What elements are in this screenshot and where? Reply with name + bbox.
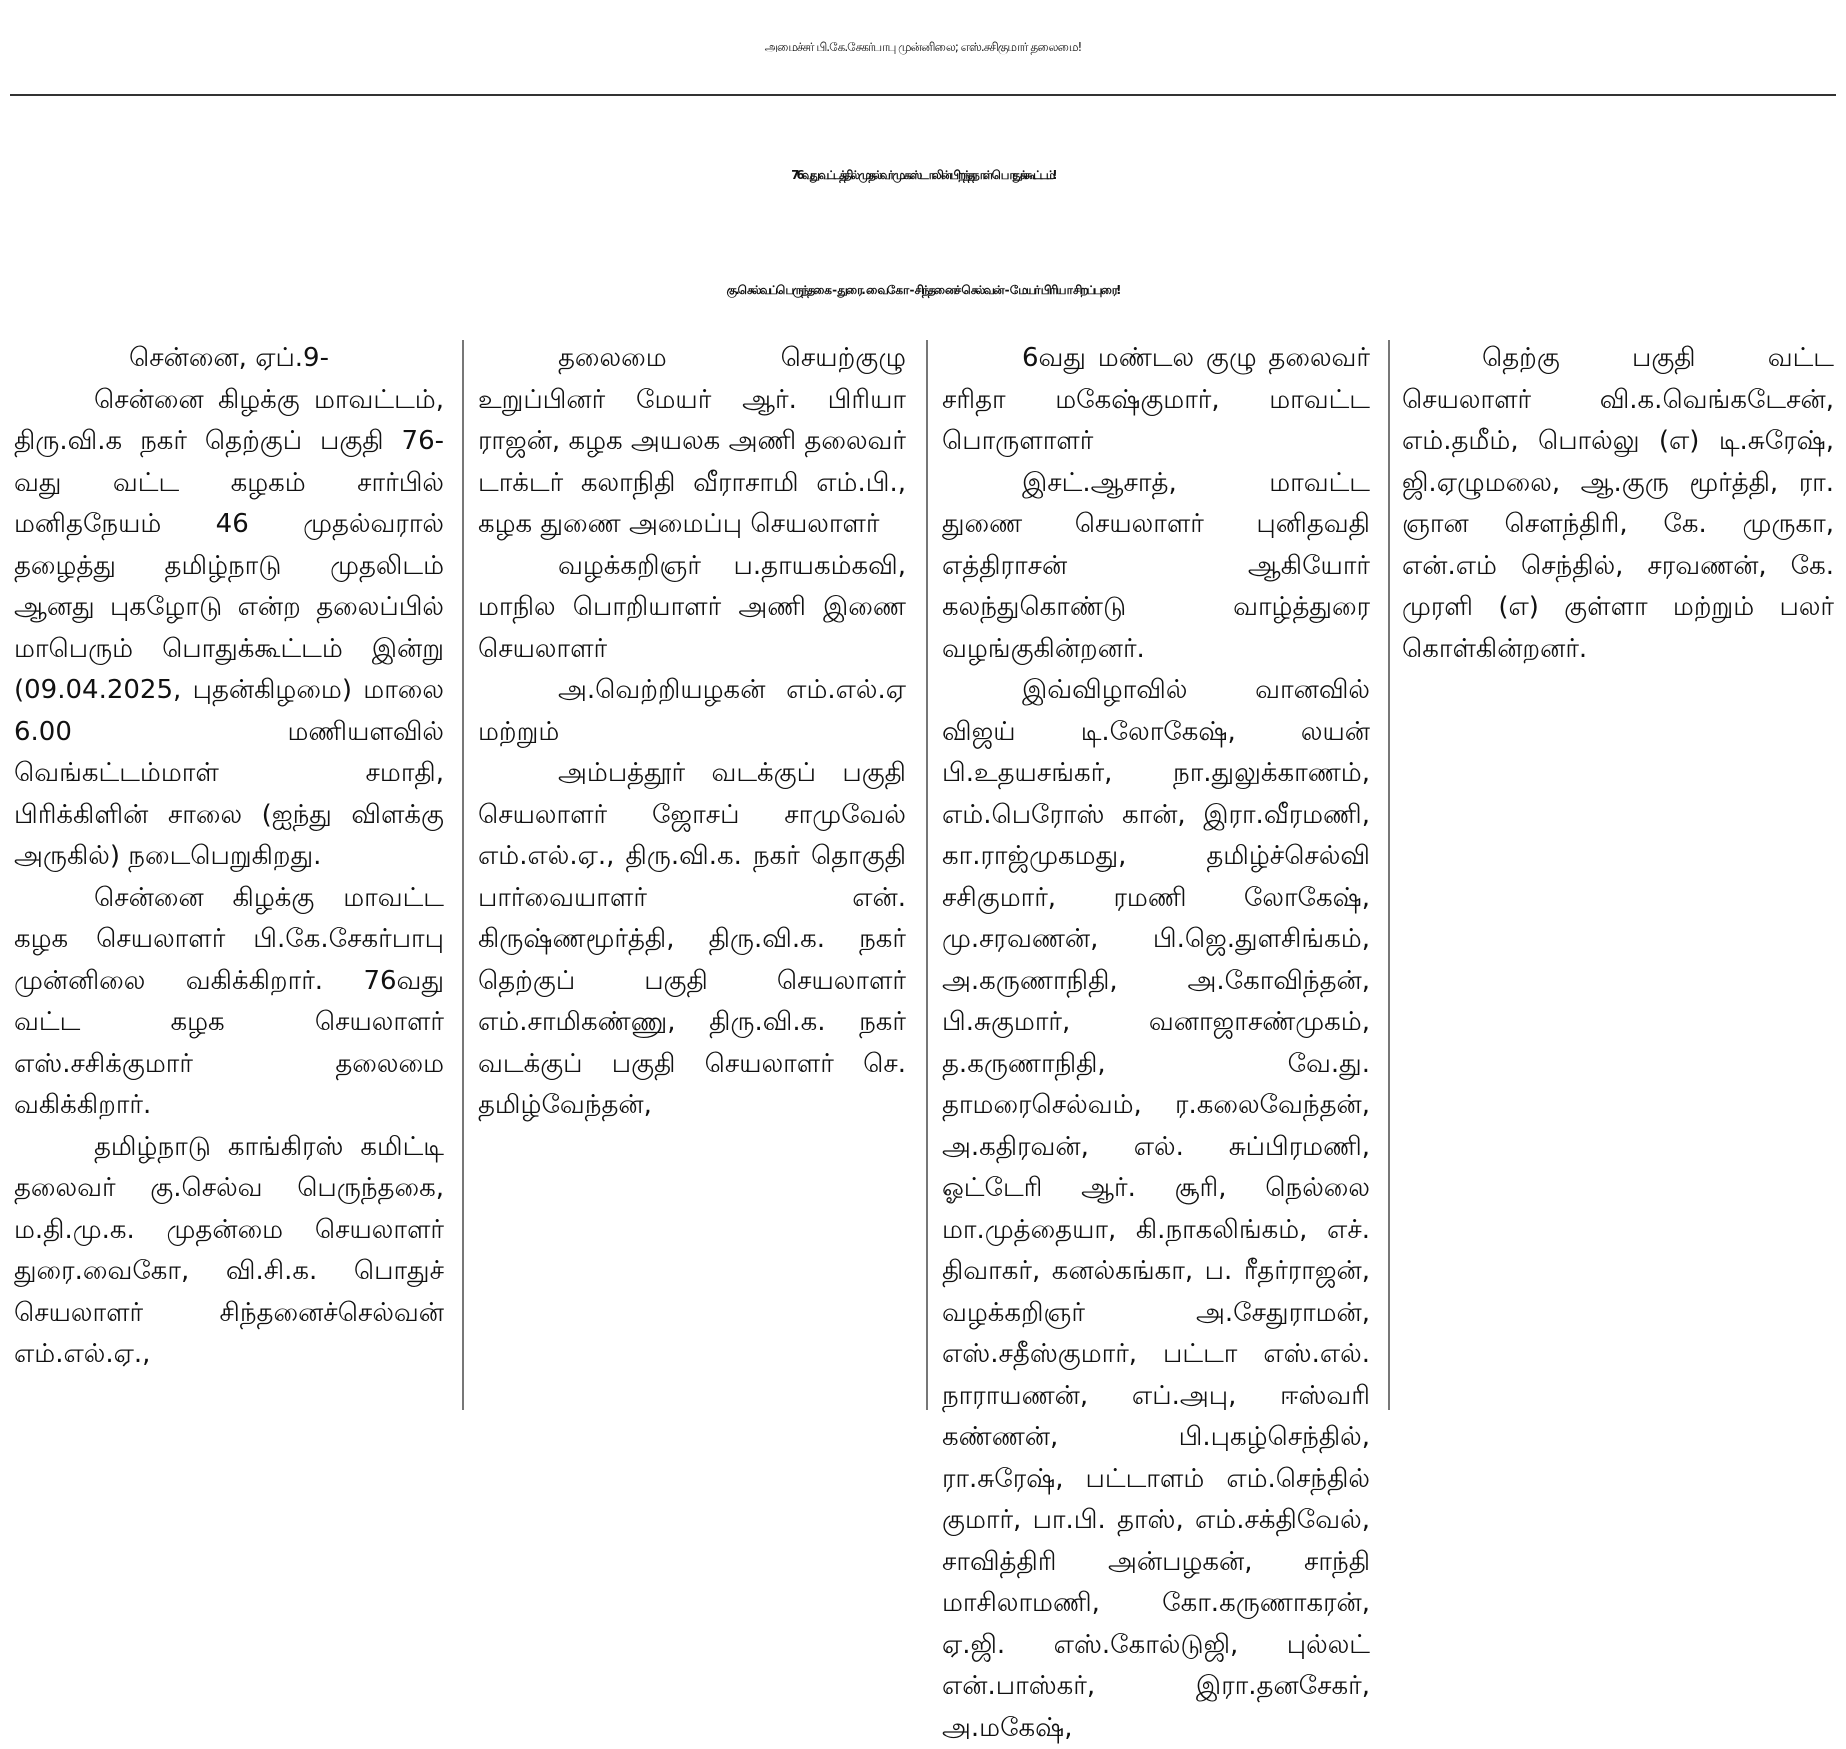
article-paragraph: வழக்கறிஞர் ப.தாயகம்கவி, மாநில பொறியாளர் அணி இணை செயலாளர் [478,550,906,664]
article-paragraph: தெற்கு பகுதி வட்ட செயலாளர் வி.க.வெங்கடேசன், எம்.தமீம், பொல்லு (எ) டி.சுரேஷ், ஜி.ஏழுமலை, ஆ.குரு மூர்த்தி, ரா. ஞான சௌந்திரி, கே. முருகா, என்.எம் செந்தில், சரவணன், கே. முரளி (எ) குள்ளா மற்றும் பலர் கொள்கின்றனர். [1402,343,1834,664]
article-paragraph: இசட்.ஆசாத், மாவட்ட துணை செயலாளர் புனிதவதி எத்திராசன் ஆகியோர் கலந்துகொண்டு வாழ்த்துரை வழங்குகின்றனர். [942,467,1370,664]
column-divider [1388,340,1390,1410]
article-paragraph: அ.வெற்றியழகன் எம்.எல்.ஏ மற்றும் [478,675,906,747]
article-column-1 [14,338,444,1408]
article-paragraph: தமிழ்நாடு காங்கிரஸ் கமிட்டி தலைவர் கு.செல்வ பெருந்தகை, ம.தி.மு.க. முதன்மை செயலாளர் துரை.வைகோ, வி.சி.க. பொதுச் செயலாளர் சிந்தனைச்செல்வன் எம்.எல்.ஏ., [14,1131,444,1369]
article-paragraph: 6வது மண்டல குழு தலைவர் சரிதா மகேஷ்குமார், மாவட்ட பொருளாளர் [942,343,1370,456]
column-divider [462,340,464,1410]
article-column-3 [942,338,1370,1743]
article-column-2 [478,338,906,1408]
article-column-4 [1402,338,1834,1408]
article-paragraph: சென்னை கிழக்கு மாவட்ட கழக செயலாளர் பி.கே.சேகர்பாபு முன்னிலை வகிக்கிறார். 76வது வட்ட கழக செயலாளர் எஸ்.சசிக்குமார் தலைமை வகிக்கிறார். [14,882,444,1120]
article-paragraph: அம்பத்தூர் வடக்குப் பகுதி செயலாளர் ஜோசப் சாமுவேல் எம்.எல்.ஏ., திரு.வி.க. நகர் தொகுதி பார்வையாளர் என். கிருஷ்ணமூர்த்தி, திரு.வி.க. நகர் தெற்குப் பகுதி செயலாளர் எம்.சாமிகண்ணு, திரு.வி.க. நகர் வடக்குப் பகுதி செயலாளர் செ. தமிழ்வேந்தன், [478,758,906,1120]
article-paragraph: தலைமை செயற்குழு உறுப்பினர் மேயர் ஆர். பிரியா ராஜன், கழக அயலக அணி தலைவர் டாக்டர் கலாநிதி வீராசாமி எம்.பி., கழக துணை அமைப்பு செயலாளர் [478,343,906,539]
column-divider [926,340,928,1410]
main-headline: 76வது வட்டத்தில் முதல்வர் மு.க.ஸ்டாலின் பிறந்தநாள் பொதுக்கூட்டம்! [791,168,1055,182]
dateline: சென்னை, ஏப்.9- [129,343,329,373]
article-paragraph: இவ்விழாவில் வானவில் விஜய் டி.லோகேஷ், லயன் பி.உதயசங்கர், நா.துலுக்காணம், எம்.பெரோஸ் கான், இரா.வீரமணி, கா.ராஜ்முகமது, தமிழ்ச்செல்வி சசிகுமார், ரமணி லோகேஷ், மு.சரவணன், பி.ஜெ.துளசிங்கம், அ.கருணாநிதி, அ.கோவிந்தன், பி.சுகுமார், வனாஜாசண்முகம், த.கருணாநிதி, வே.து. தாமரைசெல்வம், ர.கலைவேந்தன், அ.கதிரவன், எல். சுப்பிரமணி, ஓட்டேரி ஆர். சூரி, நெல்லை மா.முத்தையா, கி.நாகலிங்கம், எச். திவாகர், கனல்கங்கா, ப. ரீதர்ராஜன், வழக்கறிஞர் அ.சேதுராமன், எஸ்.சதீஸ்குமார், பட்டா எஸ்.எல். நாராயணன், எப்.அபு, ஈஸ்வரி கண்ணன், பி.புகழ்செந்தில், ரா.சுரேஷ், பட்டாளம் எம்.செந்தில் குமார், பா.பி. தாஸ், எம்.சக்திவேல், சாவித்திரி அன்பழகன், சாந்தி மாசிலாமணி, கோ.கருணாகரன், ஏ.ஜி. எஸ்.கோல்டுஜி, புல்லட் என்.பாஸ்கர், இரா.தனசேகர், அ.மகேஷ், [942,675,1370,1743]
kicker-headline: அமைச்சர் பி.கே.சேகர்பாபு முன்னிலை; எஸ்.சசிகுமார் தலைமை! [764,40,1082,54]
article-paragraph: சென்னை கிழக்கு மாவட்டம், திரு.வி.க நகர் தெற்குப் பகுதி 76-வது வட்ட கழகம் சார்பில் மனிதநேயம் 46 முதல்வரால் தழைத்து தமிழ்நாடு முதலிடம் ஆனது புகழோடு என்ற தலைப்பில் மாபெரும் பொதுக்கூட்டம் இன்று (09.04.2025, புதன்கிழமை) மாலை 6.00 மணியளவில் வெங்கட்டம்மாள் சமாதி, பிரிக்கிளின் சாலை (ஐந்து விளக்கு அருகில்) நடைபெறுகிறது. [14,384,444,871]
kicker-rule [10,94,1836,96]
sub-headline: கு.செல்வப்பெருந்தகை - துரை. வைகோ - சிந்தனைச் செல்வன் - மேயர் பிரியா சிறப்புரை! [726,283,1120,297]
